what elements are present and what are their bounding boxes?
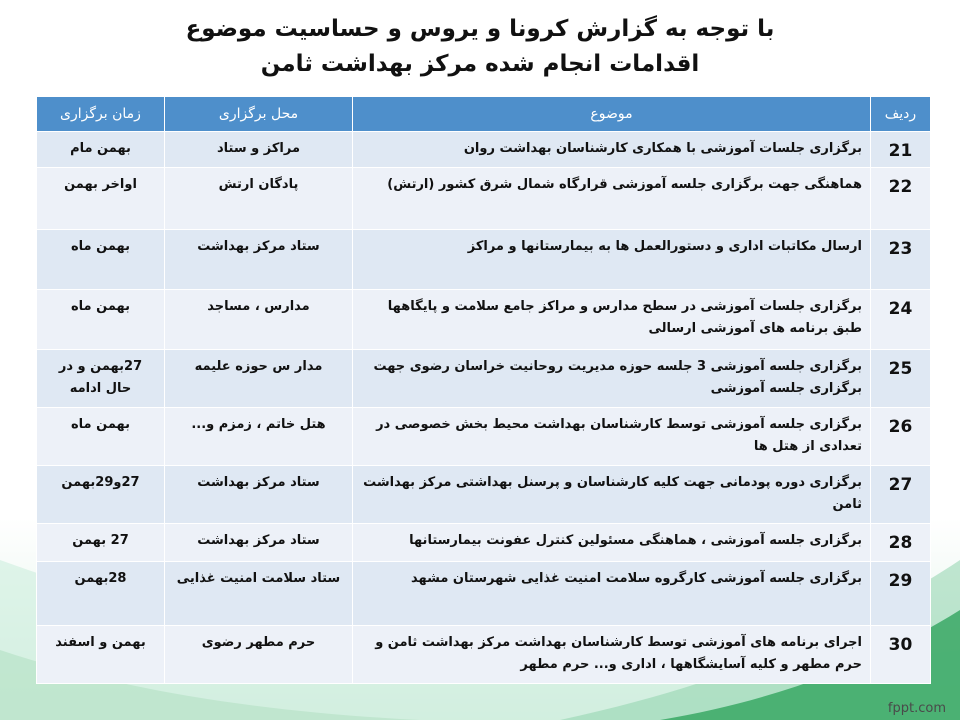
row-place: ستاد مرکز بهداشت	[165, 466, 353, 524]
row-place: ستاد مرکز بهداشت	[165, 230, 353, 290]
table-row	[37, 626, 931, 684]
row-place: ستاد سلامت امنیت غذایی	[165, 562, 353, 626]
table-row	[37, 290, 931, 350]
row-time: 27 بهمن	[37, 524, 165, 562]
row-place: هتل خاتم ، زمزم و...	[165, 408, 353, 466]
table-row	[37, 562, 931, 626]
row-place: پادگان ارتش	[165, 168, 353, 230]
row-place: مراکز و ستاد	[165, 132, 353, 168]
header-time: زمان برگزاری	[37, 97, 165, 132]
row-topic: برگزاری جلسه آموزشی کارگروه سلامت امنیت غذایی شهرستان مشهد	[353, 562, 871, 626]
row-time: بهمن ماه	[37, 230, 165, 290]
actions-table-container	[36, 96, 930, 684]
row-time: بهمن ماه	[37, 408, 165, 466]
row-number: 28	[871, 524, 931, 562]
row-topic: اجرای برنامه های آموزشی توسط کارشناسان بهداشت مرکز بهداشت ثامن و حرم مطهر و کلیه آسایشگاهها ، اداری و... حرم مطهر	[353, 626, 871, 684]
row-number: 30	[871, 626, 931, 684]
title-line-2: اقدامات انجام شده مرکز بهداشت ثامن	[260, 51, 700, 77]
row-topic: برگزاری جلسات آموزشی در سطح مدارس و مراکز جامع سلامت و پایگاهها طبق برنامه های آموزشی ارسالی	[353, 290, 871, 350]
row-topic: برگزاری جلسه آموزشی توسط کارشناسان بهداشت محیط بخش خصوصی در تعدادی از هتل ها	[353, 408, 871, 466]
row-place: ستاد مرکز بهداشت	[165, 524, 353, 562]
row-topic: برگزاری دوره پودمانی جهت کلیه کارشناسان و پرسنل بهداشتی مرکز بهداشت ثامن	[353, 466, 871, 524]
actions-table	[36, 96, 931, 684]
watermark-text: fppt.com	[887, 701, 946, 716]
row-time: بهمن ماه	[37, 290, 165, 350]
table-row	[37, 230, 931, 290]
row-number: 29	[871, 562, 931, 626]
table-row	[37, 408, 931, 466]
row-number: 21	[871, 132, 931, 168]
table-row	[37, 524, 931, 562]
table-row	[37, 132, 931, 168]
row-place: مدارس ، مساجد	[165, 290, 353, 350]
table-header-row	[37, 97, 931, 132]
row-number: 27	[871, 466, 931, 524]
table-row	[37, 350, 931, 408]
row-place: مدار س حوزه علیمه	[165, 350, 353, 408]
row-topic: برگزاری جلسات آموزشی با همکاری کارشناسان بهداشت روان	[353, 132, 871, 168]
title-line-1: با توجه به گزارش کرونا و یروس و حساسیت موضوع	[185, 16, 775, 42]
row-topic: برگزاری جلسه آموزشی ، هماهنگی مسئولین کنترل عفونت بیمارستانها	[353, 524, 871, 562]
slide-title	[80, 12, 880, 82]
row-time: اواخر بهمن	[37, 168, 165, 230]
header-row-number: ردیف	[871, 97, 931, 132]
table-row	[37, 168, 931, 230]
row-number: 26	[871, 408, 931, 466]
row-topic: ارسال مکاتبات اداری و دستورالعمل ها به بیمارستانها و مراکز	[353, 230, 871, 290]
row-number: 23	[871, 230, 931, 290]
row-time: بهمن مام	[37, 132, 165, 168]
row-time: 27و29بهمن	[37, 466, 165, 524]
row-place: حرم مطهر رضوی	[165, 626, 353, 684]
header-place: محل برگزاری	[165, 97, 353, 132]
table-row	[37, 466, 931, 524]
row-time: 27بهمن و در حال ادامه	[37, 350, 165, 408]
row-number: 25	[871, 350, 931, 408]
row-topic: برگزاری جلسه آموزشی 3 جلسه حوزه مدیریت روحانیت خراسان رضوی جهت برگزاری جلسه آموزشی	[353, 350, 871, 408]
header-topic: موضوع	[353, 97, 871, 132]
row-number: 22	[871, 168, 931, 230]
row-number: 24	[871, 290, 931, 350]
row-time: بهمن و اسفند	[37, 626, 165, 684]
row-topic: هماهنگی جهت برگزاری جلسه آموزشی قرارگاه شمال شرق کشور (ارتش)	[353, 168, 871, 230]
row-time: 28بهمن	[37, 562, 165, 626]
